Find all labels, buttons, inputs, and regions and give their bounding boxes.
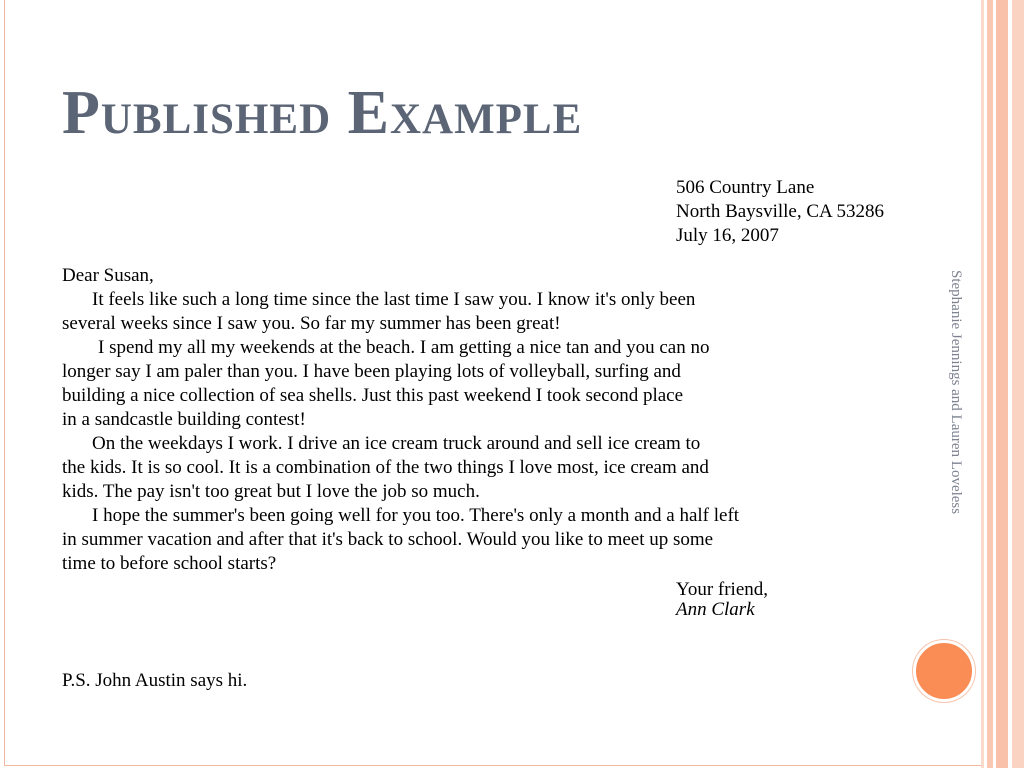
side-credit: Stephanie Jennings and Lauren Loveless bbox=[948, 270, 964, 515]
letter-line: longer say I am paler than you. I have been playing lots of volleyball, surfing and bbox=[62, 361, 681, 382]
letter-greeting: Dear Susan, bbox=[62, 265, 154, 286]
letter-line: I hope the summer's been going well for you too. There's only a month and a half left bbox=[92, 505, 740, 526]
letter-closing-block bbox=[676, 580, 768, 620]
address-street: 506 Country Lane bbox=[676, 177, 815, 198]
letter-line: building a nice collection of sea shells. Just this past weekend I took second place bbox=[62, 385, 684, 406]
letter-postscript: P.S. John Austin says hi. bbox=[62, 670, 248, 691]
letter-signature: Ann Clark bbox=[676, 599, 755, 620]
letter-line: On the weekdays I work. I drive an ice cream truck around and sell ice cream to bbox=[92, 433, 701, 454]
letter-line: the kids. It is so cool. It is a combination of the two things I love most, ice cream and bbox=[62, 457, 709, 478]
sender-address bbox=[676, 176, 884, 248]
stripe bbox=[1012, 0, 1024, 768]
stripe bbox=[981, 0, 984, 768]
letter-line: time to before school starts? bbox=[62, 553, 277, 574]
letter-body bbox=[62, 264, 942, 576]
address-city: North Baysville, CA 53286 bbox=[676, 201, 884, 222]
letter-line: several weeks since I saw you. So far my summer has been great! bbox=[62, 313, 561, 334]
decorative-stripes bbox=[981, 0, 1024, 768]
letter-line: in a sandcastle building contest! bbox=[62, 409, 306, 430]
letter-closing: Your friend, bbox=[676, 579, 769, 600]
letter-date: July 16, 2007 bbox=[676, 225, 779, 246]
stripe bbox=[987, 0, 993, 768]
accent-circle bbox=[913, 640, 975, 702]
letter-line: kids. The pay isn't too great but I love the job so much. bbox=[62, 481, 480, 502]
letter-line: It feels like such a long time since the last time I saw you. I know it's only been bbox=[92, 289, 696, 310]
letter-line: in summer vacation and after that it's back to school. Would you like to meet up some bbox=[62, 529, 714, 550]
stripe bbox=[996, 0, 1008, 768]
slide-title: Published Example bbox=[62, 79, 583, 147]
letter-line: I spend my all my weekends at the beach. I am getting a nice tan and you can no bbox=[98, 337, 710, 358]
